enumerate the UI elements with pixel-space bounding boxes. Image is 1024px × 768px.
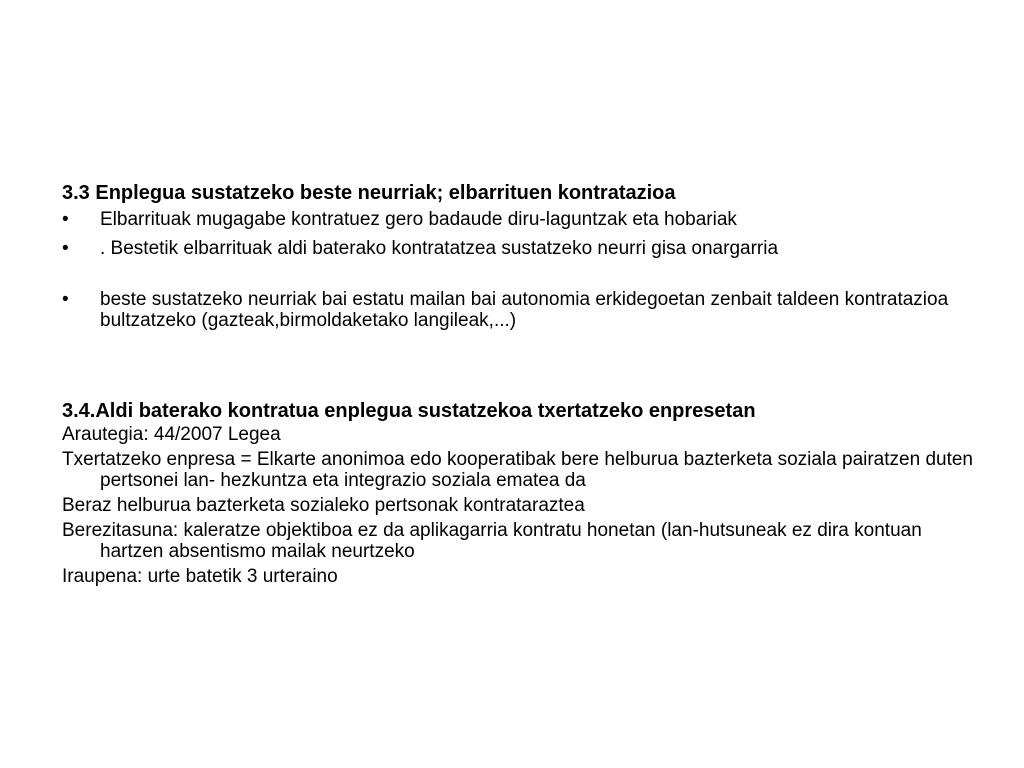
bullet-marker: • [62,238,69,259]
bullet-item [62,289,982,331]
paragraph-helburua: Beraz helburua bazterketa sozialeko pertsonak kontrataraztea [62,495,585,516]
section-aldi-baterako-kontratua [62,398,982,591]
paragraph-iraupena: Iraupena: urte batetik 3 urteraino [62,566,338,587]
bullet-marker: • [62,209,69,230]
bullet-marker: • [62,289,69,310]
bullet-text: . Bestetik elbarrituak aldi baterako kontratatzea sustatzeko neurri gisa onargarria [100,238,779,259]
section-enplegua-sustatzeko [62,180,982,339]
paragraph-berezitasuna: Berezitasuna: kaleratze objektiboa ez da aplikagarria kontratu honetan (lan-hutsuneak ez dira kontuan hartzen absentismo mailak neurtzeko [62,520,922,562]
bullet-item [62,238,982,259]
bullet-item [62,209,982,230]
section-heading: 3.3 Enplegua sustatzeko beste neurriak; elbarrituen kontratazioa [62,182,676,204]
paragraph-txertatzeko-enpresa: Txertatzeko enpresa = Elkarte anonimoa edo kooperatibak bere helburua bazterketa soziala pairatzen duten pertsonei lan- hezkuntza eta integrazio soziala ematea da [62,449,973,491]
spacer [62,267,982,289]
paragraph-arautegia: Arautegia: 44/2007 Legea [62,424,281,445]
bullet-text: beste sustatzeko neurriak bai estatu mailan bai autonomia erkidegoetan zenbait taldeen kontratazioa bultzatzeko (gazteak,birmoldaketako langileak,...) [100,289,949,331]
section-heading: 3.4.Aldi baterako kontratua enplegua sustatzekoa txertatzeko enpresetan [62,400,756,422]
bullet-text: Elbarrituak mugagabe kontratuez gero badaude diru-laguntzak eta hobariak [100,209,737,230]
